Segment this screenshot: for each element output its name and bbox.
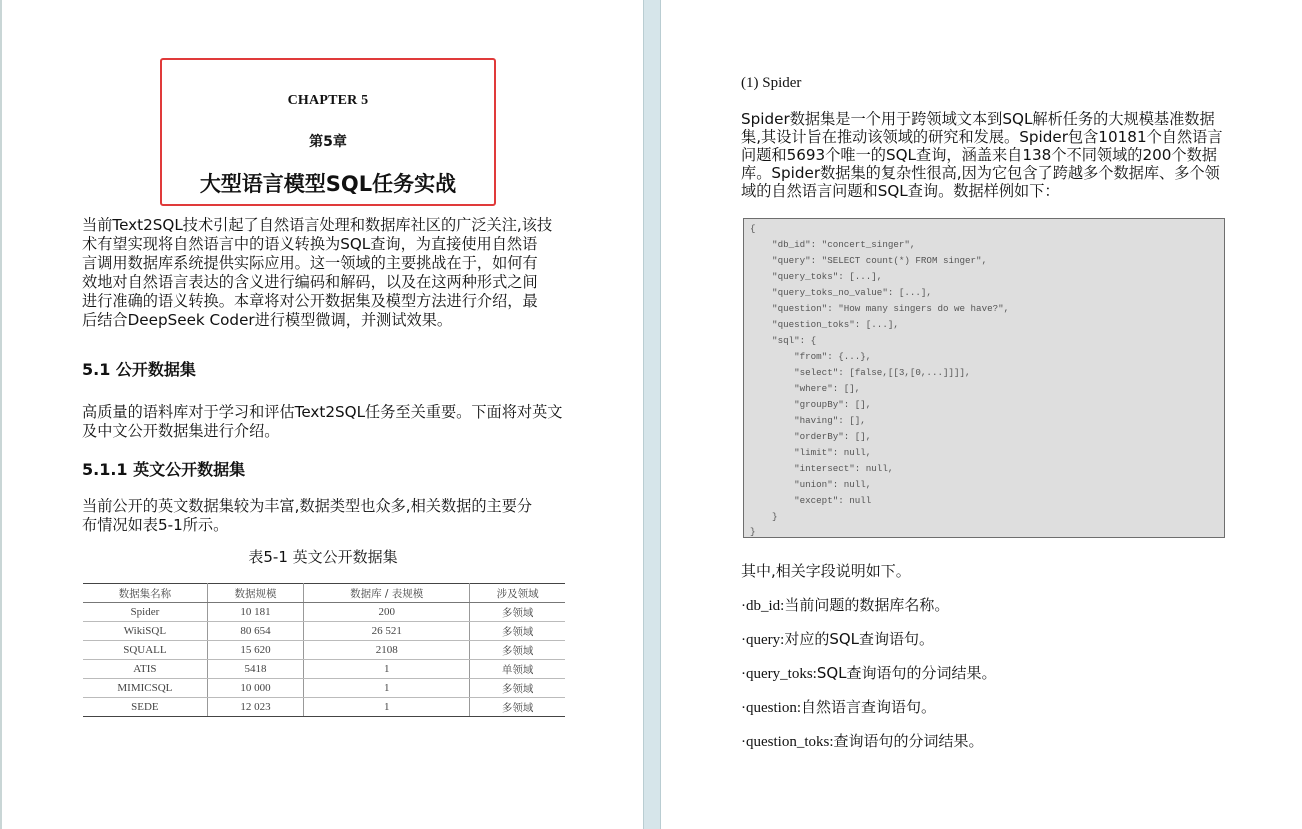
code-line: "question_toks": [...],	[750, 319, 899, 330]
code-line: "where": [],	[750, 383, 861, 394]
chapter-label-english: CHAPTER 5	[287, 93, 369, 108]
code-line: "groupBy": [],	[750, 399, 872, 410]
table-header-cell: 涉及领域	[470, 584, 565, 603]
table-cell: 10 000	[207, 679, 303, 698]
table-cell: 1	[304, 660, 470, 679]
table-cell: 80 654	[207, 622, 303, 641]
table-row	[83, 622, 565, 641]
field-item-query-toks	[741, 662, 997, 683]
intro-line: 术有望实现将自然语言中的语义转换为SQL查询，为直接使用自然语	[82, 235, 538, 253]
field-item-question	[741, 696, 936, 717]
section-heading-5-1: 5.1 公开数据集	[82, 360, 196, 379]
code-line: "query_toks_no_value": [...],	[750, 287, 932, 298]
table-cell: SQUALL	[83, 641, 207, 660]
field-item-question-toks	[741, 730, 984, 751]
table-cell: 多领域	[470, 698, 565, 717]
page-gutter	[643, 0, 661, 829]
description-line: 域的自然语言问题和SQL查询。数据样例如下：	[741, 182, 1060, 200]
table-cell: SEDE	[83, 698, 207, 717]
field-desc: 自然语言查询语句。	[801, 698, 937, 716]
intro-line: 效地对自然语言表达的含义进行编码和解码，以及在这两种形式之间	[82, 273, 538, 291]
table-cell: 多领域	[470, 622, 565, 641]
description-line: 集,其设计旨在推动该领域的研究和发展。Spider包含10181个自然语言	[741, 128, 1223, 146]
field-desc: SQL查询语句的分词结果。	[816, 664, 997, 682]
table-cell: Spider	[83, 603, 207, 622]
section-5-1-line: 高质量的语料库对于学习和评估Text2SQL任务至关重要。下面将对英文	[82, 403, 563, 421]
intro-line: 当前Text2SQL技术引起了自然语言处理和数据库社区的广泛关注,该技	[82, 216, 553, 234]
table-cell: 1	[304, 698, 470, 717]
table-cell: 26 521	[304, 622, 470, 641]
table-cell: 15 620	[207, 641, 303, 660]
chapter-label-number: 第5章	[309, 134, 347, 150]
table-cell: 200	[304, 603, 470, 622]
table-row	[83, 698, 565, 717]
table-cell: 10 181	[207, 603, 303, 622]
table-caption: 表5-1 英文公开数据集	[248, 548, 398, 566]
table-header-cell: 数据集名称	[83, 584, 207, 603]
code-line: "question": "How many singers do we have?",	[750, 303, 1010, 314]
table-cell: MIMICSQL	[83, 679, 207, 698]
code-line: "intersect": null,	[750, 463, 894, 474]
table-header-cell: 数据规模	[207, 584, 303, 603]
code-line: "orderBy": [],	[750, 431, 872, 442]
field-key: ·query:	[741, 632, 785, 648]
dataset-table	[83, 583, 565, 717]
table-header-cell: 数据库 / 表规模	[304, 584, 470, 603]
table-row	[83, 603, 565, 622]
code-line: "from": {...},	[750, 351, 872, 362]
section-5-1-1-line: 当前公开的英文数据集较为丰富,数据类型也众多,相关数据的主要分	[82, 497, 533, 515]
section-5-1-line: 及中文公开数据集进行介绍。	[82, 422, 280, 440]
description-line: 问题和5693个唯一的SQL查询，涵盖来自138个不同领域的200个数据	[741, 146, 1217, 164]
table-cell: 5418	[207, 660, 303, 679]
code-sample-block	[743, 218, 1225, 538]
field-desc: 对应的SQL查询语句。	[784, 630, 935, 648]
table-header-row	[83, 584, 565, 603]
field-key: ·question_toks:	[741, 734, 834, 750]
field-desc: 当前问题的数据库名称。	[784, 596, 950, 614]
intro-line: 进行准确的语义转换。本章将对公开数据集及模型方法进行介绍，最	[82, 292, 538, 310]
section-heading-5-1-1: 5.1.1 英文公开数据集	[82, 460, 246, 479]
chapter-title: 大型语言模型SQL任务实战	[199, 172, 457, 196]
table-row	[83, 660, 565, 679]
table-row	[83, 641, 565, 660]
code-line: "except": null	[750, 495, 872, 506]
table-cell: 1	[304, 679, 470, 698]
intro-line: 言调用数据库系统提供实际应用。这一领域的主要挑战在于，如何有	[82, 254, 538, 272]
code-line: }	[750, 511, 778, 522]
table-cell: 多领域	[470, 603, 565, 622]
field-key: ·question:	[741, 700, 801, 716]
table-cell: 单领域	[470, 660, 565, 679]
fields-intro: 其中,相关字段说明如下。	[741, 562, 911, 580]
table-cell: ATIS	[83, 660, 207, 679]
table-cell: 多领域	[470, 679, 565, 698]
code-line: "union": null,	[750, 479, 872, 490]
section-5-1-1-line: 布情况如表5-1所示。	[82, 516, 229, 534]
code-line: "limit": null,	[750, 447, 872, 458]
code-line: "query_toks": [...],	[750, 271, 883, 282]
subsection-heading-spider: (1) Spider	[741, 75, 802, 91]
code-line: }	[750, 526, 756, 537]
intro-line: 后结合DeepSeek Coder进行模型微调，并测试效果。	[82, 311, 453, 329]
chapter-title-highlight-box	[160, 58, 496, 206]
field-item-query	[741, 628, 934, 649]
field-key: ·db_id:	[741, 598, 785, 614]
table-cell: 多领域	[470, 641, 565, 660]
code-line: "having": [],	[750, 415, 866, 426]
table-row	[83, 679, 565, 698]
code-line: {	[750, 223, 756, 234]
table-cell: 2108	[304, 641, 470, 660]
field-key: ·query_toks:	[741, 666, 817, 682]
table-cell: 12 023	[207, 698, 303, 717]
code-line: "sql": {	[750, 335, 817, 346]
description-line: Spider数据集是一个用于跨领域文本到SQL解析任务的大规模基准数据	[741, 110, 1215, 128]
field-item-db-id	[741, 594, 949, 615]
code-line: "query": "SELECT count(*) FROM singer",	[750, 255, 988, 266]
table-cell: WikiSQL	[83, 622, 207, 641]
description-line: 库。Spider数据集的复杂性很高,因为它包含了跨越多个数据库、多个领	[741, 164, 1220, 182]
code-line: "select": [false,[[3,[0,...]]]],	[750, 367, 971, 378]
field-desc: 查询语句的分词结果。	[833, 732, 984, 750]
code-line: "db_id": "concert_singer",	[750, 239, 916, 250]
